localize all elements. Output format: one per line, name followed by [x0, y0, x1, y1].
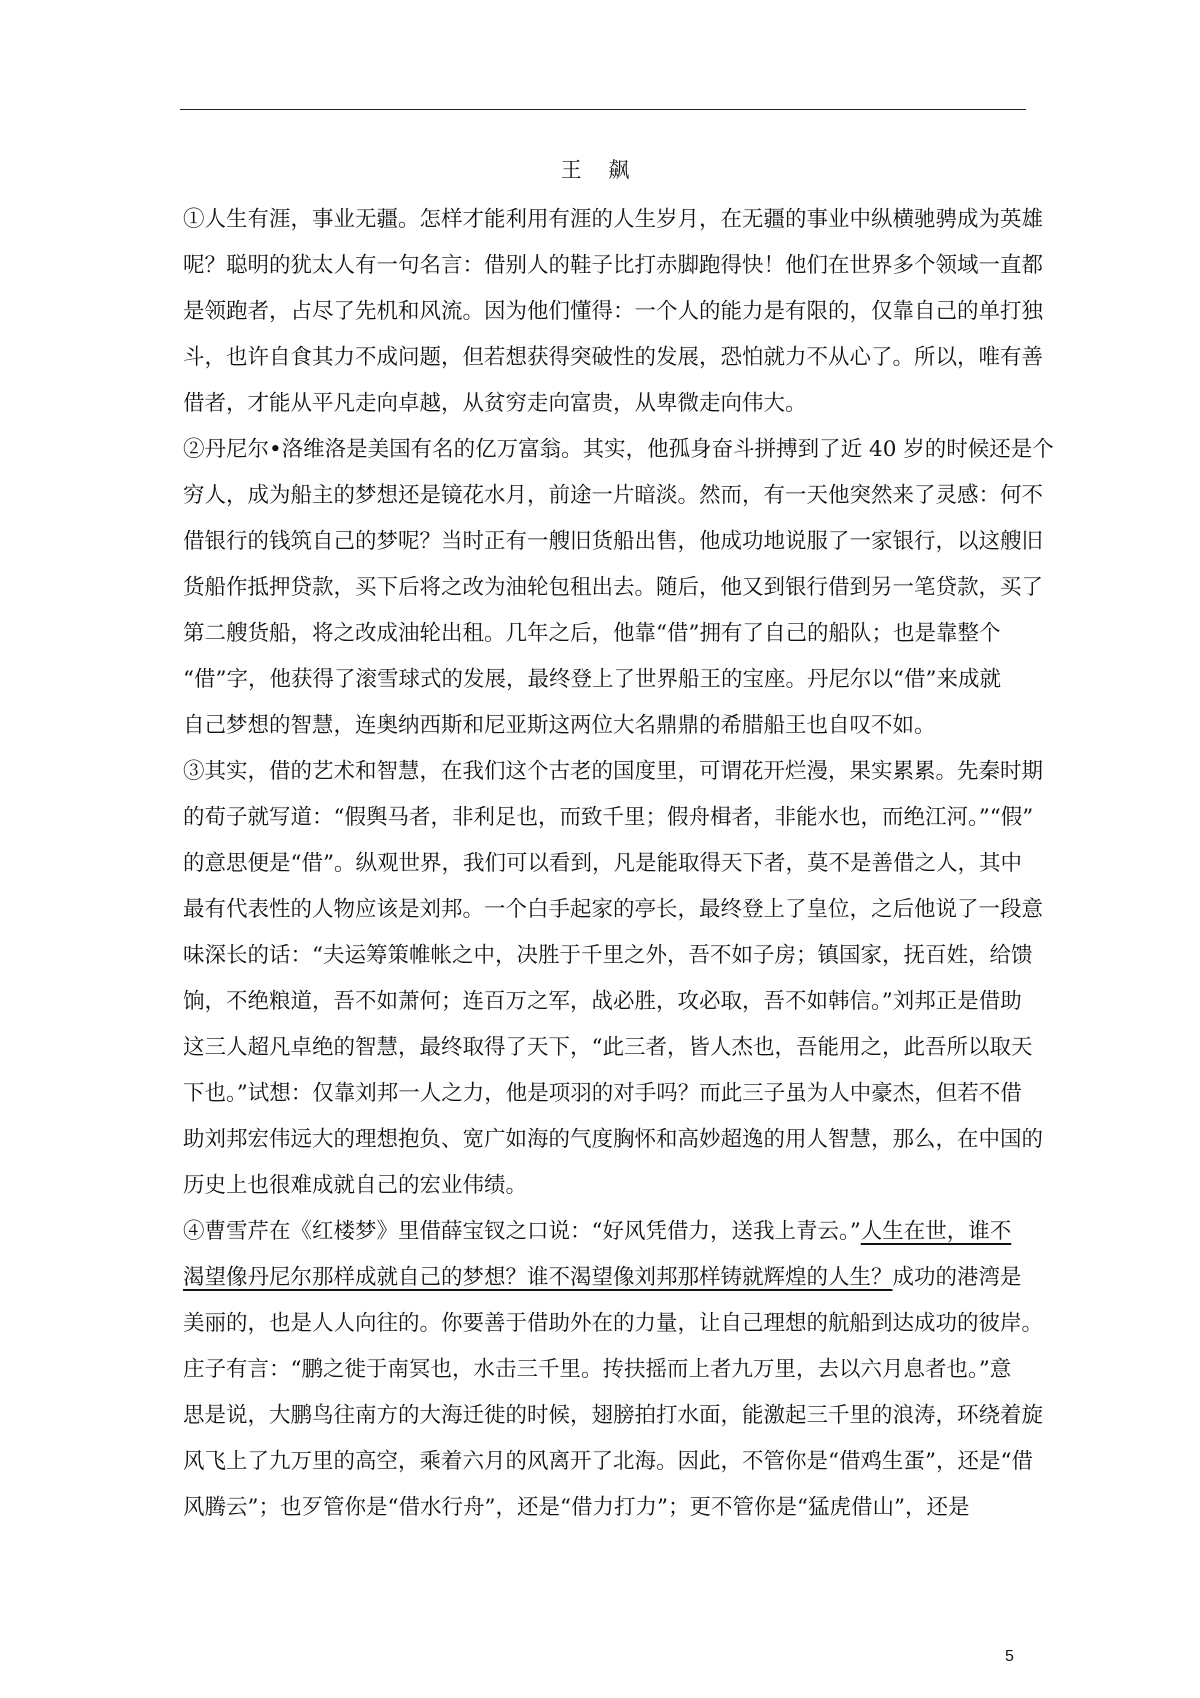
text-line: 味深长的话：“夫运筹策帷帐之中，决胜于千里之外，吾不如子房；镇国家，抚百姓，给馈: [183, 943, 1033, 968]
text-line: [183, 1217, 1011, 1247]
text-line: 思是说，大鹏鸟往南方的大海迁徙的时候，翅膀拍打水面，能激起三千里的浪涛，环绕着旋: [183, 1403, 1044, 1428]
text-line: 呢？聪明的犹太人有一句名言：借别人的鞋子比打赤脚跑得快！他们在世界多个领域一直都: [183, 253, 1044, 278]
header-rule: [180, 109, 1026, 110]
text-line: 这三人超凡卓绝的智慧，最终取得了天下，“此三者，皆人杰也，吾能用之，此吾所以取天: [183, 1035, 1033, 1060]
plain-text: ④曹雪芹在《红楼梦》里借薛宝钗之口说：“好风凭借力，送我上青云。”: [183, 1219, 861, 1244]
text-line: 借银行的钱筑自己的梦呢？当时正有一艘旧货船出售，他成功地说服了一家银行，以这艘旧: [183, 529, 1044, 554]
text-line: 美丽的，也是人人向往的。你要善于借助外在的力量，让自己理想的航船到达成功的彼岸。: [183, 1311, 1044, 1336]
text-line: 货船作抵押贷款，买下后将之改为油轮包租出去。随后，他又到银行借到另一笔贷款，买了: [183, 575, 1044, 600]
author-name: 王 飙: [560, 158, 640, 182]
text-line: 风腾云”；也歹管你是“借水行舟”，还是“借力打力”；更不管你是“猛虎借山”，还是: [183, 1495, 970, 1520]
text-line: 风飞上了九万里的高空，乘着六月的风离开了北海。因此，不管你是“借鸡生蛋”，还是“借: [183, 1449, 1033, 1474]
text-line: 自己梦想的智慧，连奥纳西斯和尼亚斯这两位大名鼎鼎的希腊船王也自叹不如。: [183, 713, 936, 738]
text-line: ③其实，借的艺术和智慧，在我们这个古老的国度里，可谓花开烂漫，果实累累。先秦时期: [183, 759, 1044, 784]
text-line: 借者，才能从平凡走向卓越，从贫穷走向富贵，从卑微走向伟大。: [183, 391, 807, 416]
plain-text: 成功的港湾是: [892, 1265, 1022, 1290]
underlined-sentence: 人生在世，谁不: [860, 1219, 1012, 1244]
text-line: 是领跑者，占尽了先机和风流。因为他们懂得：一个人的能力是有限的，仅靠自己的单打独: [183, 299, 1044, 324]
text-line: 的荀子就写道：“假舆马者，非利足也，而致千里；假舟楫者，非能水也，而绝江河。”“假”: [183, 805, 1034, 830]
text-line: 饷，不绝粮道，吾不如萧何；连百万之军，战必胜，攻必取，吾不如韩信。”刘邦正是借助: [183, 989, 1022, 1014]
text-line: 庄子有言：“鹏之徙于南冥也，水击三千里。抟扶摇而上者九万里，去以六月息者也。”意: [183, 1357, 1012, 1382]
text-line: ②丹尼尔•洛维洛是美国有名的亿万富翁。其实，他孤身奋斗拼搏到了近 40 岁的时候还是个: [183, 437, 1054, 462]
text-line: 下也。”试想：仅靠刘邦一人之力，他是项羽的对手吗？而此三子虽为人中豪杰，但若不借: [183, 1081, 1022, 1106]
underlined-sentence: 渴望像丹尼尔那样成就自己的梦想？谁不渴望像刘邦那样铸就辉煌的人生？: [183, 1265, 893, 1290]
text-line: 第二艘货船，将之改成油轮出租。几年之后，他靠“借”拥有了自己的船队；也是靠整个: [183, 621, 1001, 646]
text-line: 斗，也许自食其力不成问题，但若想获得突破性的发展，恐怕就力不从心了。所以，唯有善: [183, 345, 1044, 370]
text-line: 助刘邦宏伟远大的理想抱负、宽广如海的气度胸怀和高妙超逸的用人智慧，那么，在中国的: [183, 1127, 1044, 1152]
text-line: [183, 1263, 1022, 1293]
text-line: ①人生有涯，事业无疆。怎样才能利用有涯的人生岁月，在无疆的事业中纵横驰骋成为英雄: [183, 207, 1044, 232]
text-line: 最有代表性的人物应该是刘邦。一个白手起家的亭长，最终登上了皇位，之后他说了一段意: [183, 897, 1044, 922]
text-line: 的意思便是“借”。纵观世界，我们可以看到，凡是能取得天下者，莫不是善借之人，其中: [183, 851, 1022, 876]
page-number: 5: [1005, 1648, 1014, 1665]
text-line: 穷人，成为船主的梦想还是镜花水月，前途一片暗淡。然而，有一天他突然来了灵感：何不: [183, 483, 1044, 508]
text-line: “借”字，他获得了滚雪球式的发展，最终登上了世界船王的宝座。丹尼尔以“借”来成就: [183, 667, 1001, 692]
text-line: 历史上也很难成就自己的宏业伟绩。: [183, 1173, 528, 1198]
